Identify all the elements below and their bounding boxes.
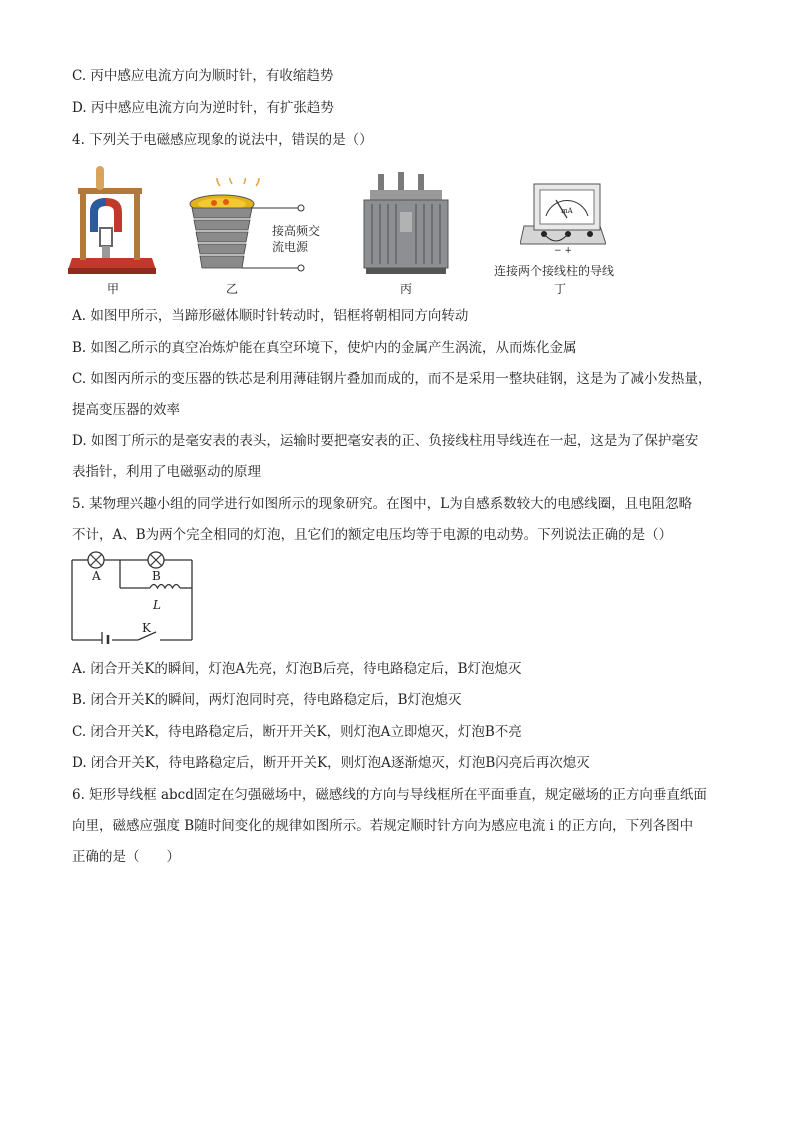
q5-option-c: C. 闭合开关K，待电路稳定后，断开开关K，则灯泡A立即熄灭，灯泡B不亮 (72, 724, 522, 740)
q5-option-d: D. 闭合开关K，待电路稳定后，断开开关K，则灯泡A逐渐熄灭，灯泡B闪亮后再次熄灭 (72, 755, 590, 771)
q4-option-c-line1: C. 如图丙所示的变压器的铁芯是利用薄硅钢片叠加而成的，而不是采用一整块硅钢，这是为了减小发热量， (72, 371, 712, 387)
svg-text:− +: − + (554, 246, 572, 254)
lamp-a-label: A (92, 569, 101, 583)
q5-option-b: B. 闭合开关K的瞬间，两灯泡同时亮，待电路稳定后，B灯泡熄灭 (72, 692, 462, 708)
lamp-b-label: B (152, 569, 161, 583)
switch-label: K (142, 621, 151, 635)
q4-option-d-line2: 表指针，利用了电磁驱动的原理 (72, 464, 261, 480)
q6-stem-line1: 6. 矩形导线框 abcd固定在匀强磁场中，磁感线的方向与导线框所在平面垂直，规定磁场的正方向垂直纸面 (72, 787, 707, 803)
furnace-label-line2: 流电源 (272, 240, 309, 254)
q5-stem-line2: 不计，A、B为两个完全相同的灯泡，且它们的额定电压均等于电源的电动势。下列说法正确的是（） (72, 527, 673, 543)
furnace-label-line1: 接高频交 (272, 224, 321, 238)
q4-option-c-line2: 提高变压器的效率 (72, 402, 180, 418)
inductor-label: L (153, 598, 161, 612)
q4-option-b: B. 如图乙所示的真空冶炼炉能在真空环境下，使炉内的金属产生涡流，从而炼化金属 (72, 340, 577, 356)
q5-circuit-diagram (68, 548, 198, 644)
fig-caption-yi: 乙 (226, 282, 239, 296)
fig-bing-transformer (360, 172, 452, 280)
fig-caption-jia: 甲 (107, 282, 120, 296)
q5-option-a: A. 闭合开关K的瞬间，灯泡A先亮，灯泡B后亮，待电路稳定后，B灯泡熄灭 (72, 661, 522, 677)
q4-option-a: A. 如图甲所示，当蹄形磁体顺时针转动时，铝框将朝相同方向转动 (72, 308, 469, 324)
q3-option-d: D. 丙中感应电流方向为逆时针，有扩张趋势 (72, 100, 334, 116)
q6-stem-line3: 正确的是（ ） (72, 849, 180, 865)
q3-option-c: C. 丙中感应电流方向为顺时针，有收缩趋势 (72, 68, 334, 84)
fig-jia-horseshoe-magnet (68, 160, 158, 280)
q4-stem: 4. 下列关于电磁感应现象的说法中，错误的是（） (72, 132, 373, 148)
q5-stem-line1: 5. 某物理兴趣小组的同学进行如图所示的现象研究。在图中，L为自感系数较大的电感线圈，且电阻忽略 (72, 496, 693, 512)
fig-caption-bing: 丙 (400, 282, 413, 296)
fig-caption-ding: 丁 (554, 282, 567, 296)
q4-option-d-line1: D. 如图丁所示的是毫安表的表头，运输时要把毫安表的正、负接线柱用导线连在一起，这是为了保护毫安 (72, 433, 699, 449)
meter-caption: 连接两个接线柱的导线 (494, 264, 615, 278)
q6-stem-line2: 向里，磁感应强度 B随时间变化的规律如图所示。若规定顺时针方向为感应电流 i 的正方向，下列各图中 (72, 818, 694, 834)
meter-unit: mA (561, 207, 573, 215)
fig-ding-milliammeter (520, 182, 606, 254)
